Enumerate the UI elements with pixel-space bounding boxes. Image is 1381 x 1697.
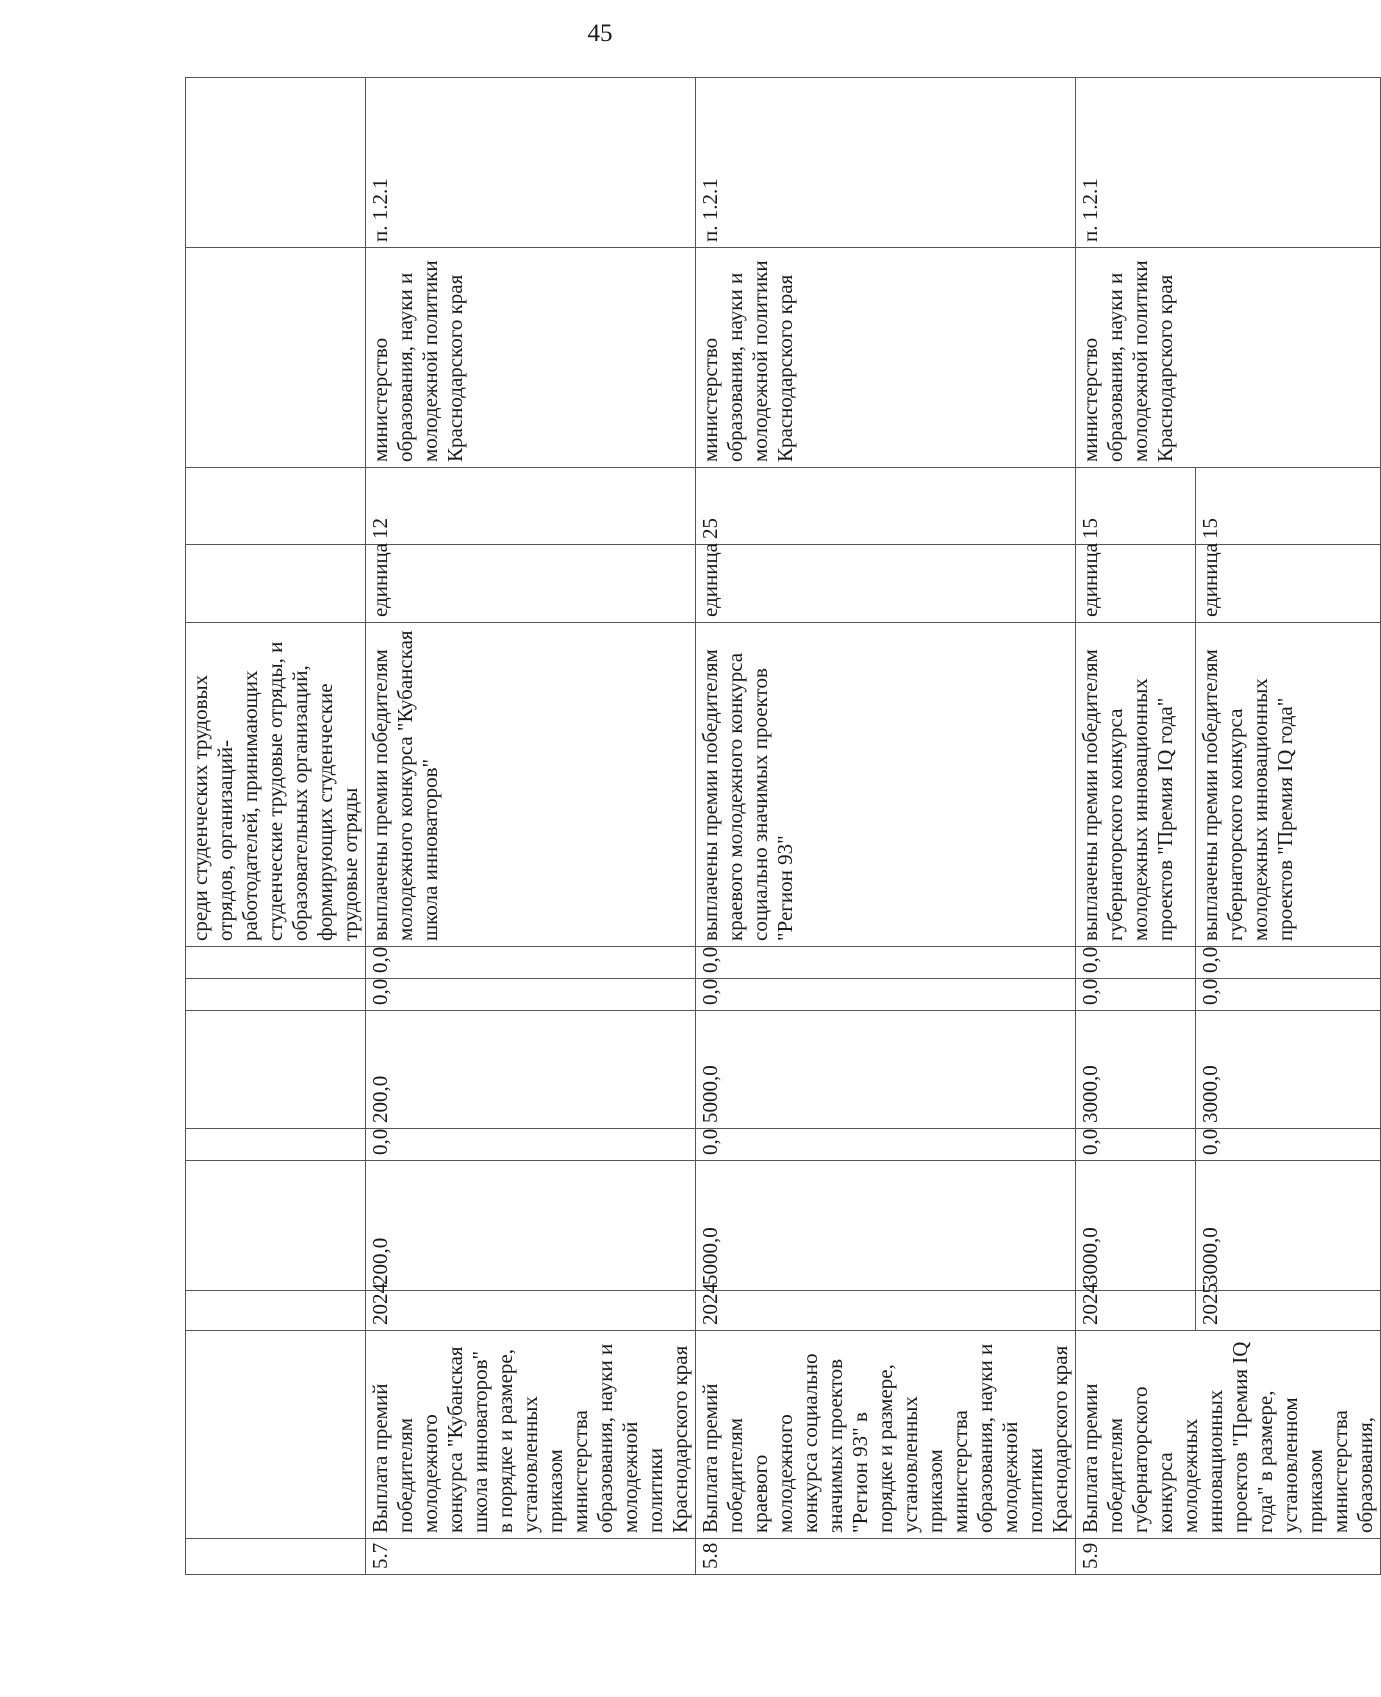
- cell-result-carryover: среди студенческих трудовых отрядов, организаций-работодателей, принимающих студенческие трудовые отряды, и образовательных организаций, формирующих студенческие трудовые отряды: [186, 623, 366, 947]
- cell-ref: п. 1.2.1: [366, 78, 696, 248]
- page-number: 45: [587, 20, 613, 47]
- cell-fed: 0,0: [1076, 1129, 1196, 1161]
- cell-unit-empty: [186, 545, 366, 623]
- cell-result: выплачены премии победителям губернаторского конкурса молодежных инновационных проектов "Премия IQ года": [1195, 623, 1380, 947]
- cell-other: 0,0: [1195, 947, 1380, 979]
- cell-description: Выплата премии победителям губернаторского конкурса молодежных инновационных проектов "Премия IQ года" в размере, установленном приказом министерства образования,: [1076, 1331, 1381, 1539]
- cell-regional: 5000,0: [696, 1011, 1076, 1129]
- cell-regional: 200,0: [366, 1011, 696, 1129]
- cell-unit: единица: [1076, 545, 1196, 623]
- cell-fed: 0,0: [1195, 1129, 1380, 1161]
- table-row: [696, 78, 1076, 1575]
- cell-num: 5.9: [1076, 1539, 1381, 1575]
- cell-regional-empty: [186, 1011, 366, 1129]
- cell-value-empty: [186, 468, 366, 545]
- cell-result: выплачены премии победителям молодежного конкурса "Кубанская школа инноваторов": [366, 623, 696, 947]
- cell-executor-empty: [186, 248, 366, 468]
- cell-fed: 0,0: [696, 1129, 1076, 1161]
- cell-other-empty: [186, 947, 366, 979]
- table-row-carryover: [186, 78, 366, 1575]
- cell-num: 5.7: [366, 1539, 696, 1575]
- cell-year-empty: [186, 1291, 366, 1331]
- cell-num: 5.8: [696, 1539, 1076, 1575]
- cell-executor: министерство образования, науки и молодежной политики Краснодарского края: [366, 248, 696, 468]
- cell-ref: п. 1.2.1: [1076, 78, 1381, 248]
- cell-local-empty: [186, 979, 366, 1011]
- cell-num-empty: [186, 1539, 366, 1575]
- cell-other: 0,0: [1076, 947, 1196, 979]
- cell-executor: министерство образования, науки и молодежной политики Краснодарского края: [1076, 248, 1381, 468]
- cell-description: Выплата премий победителям молодежного конкурса "Кубанская школа инноваторов" в порядке и размере, установленных приказом министерства образования, науки и молодежной политики Краснодарского края: [366, 1331, 696, 1539]
- cell-total: 200,0: [366, 1161, 696, 1291]
- cell-other: 0,0: [696, 947, 1076, 979]
- cell-year: 2025: [1195, 1291, 1380, 1331]
- cell-local: 0,0: [1195, 979, 1380, 1011]
- cell-total: 5000,0: [696, 1161, 1076, 1291]
- cell-executor: министерство образования, науки и молодежной политики Краснодарского края: [696, 248, 1076, 468]
- cell-total-empty: [186, 1161, 366, 1291]
- cell-value: 15: [1076, 468, 1196, 545]
- cell-local: 0,0: [1076, 979, 1196, 1011]
- cell-value: 15: [1195, 468, 1380, 545]
- cell-unit: единица: [366, 545, 696, 623]
- cell-description: Выплата премий победителям краевого молодежного конкурса социально значимых проектов "Регион 93" в порядке и размере, установленных приказом министерства образования, науки и молодежной политики Краснодарского края: [696, 1331, 1076, 1539]
- table-row: [366, 78, 696, 1575]
- cell-ref-empty: [186, 78, 366, 248]
- cell-total: 3000,0: [1076, 1161, 1196, 1291]
- cell-result: выплачены премии победителям краевого молодежного конкурса социально значимых проектов "Регион 93": [696, 623, 1076, 947]
- cell-unit: единица: [696, 545, 1076, 623]
- table-frame: [185, 108, 1377, 1575]
- cell-description-empty: [186, 1331, 366, 1539]
- table-row: [1076, 78, 1196, 1575]
- cell-total: 3000,0: [1195, 1161, 1380, 1291]
- cell-unit: единица: [1195, 545, 1380, 623]
- cell-local: 0,0: [366, 979, 696, 1011]
- cell-year: 2024: [1076, 1291, 1196, 1331]
- rotated-table-container: [185, 108, 1377, 1575]
- cell-year: 2024: [696, 1291, 1076, 1331]
- cell-value: 25: [696, 468, 1076, 545]
- cell-fed: 0,0: [366, 1129, 696, 1161]
- activities-table: [185, 77, 1381, 1575]
- cell-regional: 3000,0: [1076, 1011, 1196, 1129]
- cell-fed-empty: [186, 1129, 366, 1161]
- cell-regional: 3000,0: [1195, 1011, 1380, 1129]
- cell-result: выплачены премии победителям губернаторского конкурса молодежных инновационных проектов "Премия IQ года": [1076, 623, 1196, 947]
- cell-value: 12: [366, 468, 696, 545]
- cell-year: 2024: [366, 1291, 696, 1331]
- cell-local: 0,0: [696, 979, 1076, 1011]
- cell-other: 0,0: [366, 947, 696, 979]
- cell-ref: п. 1.2.1: [696, 78, 1076, 248]
